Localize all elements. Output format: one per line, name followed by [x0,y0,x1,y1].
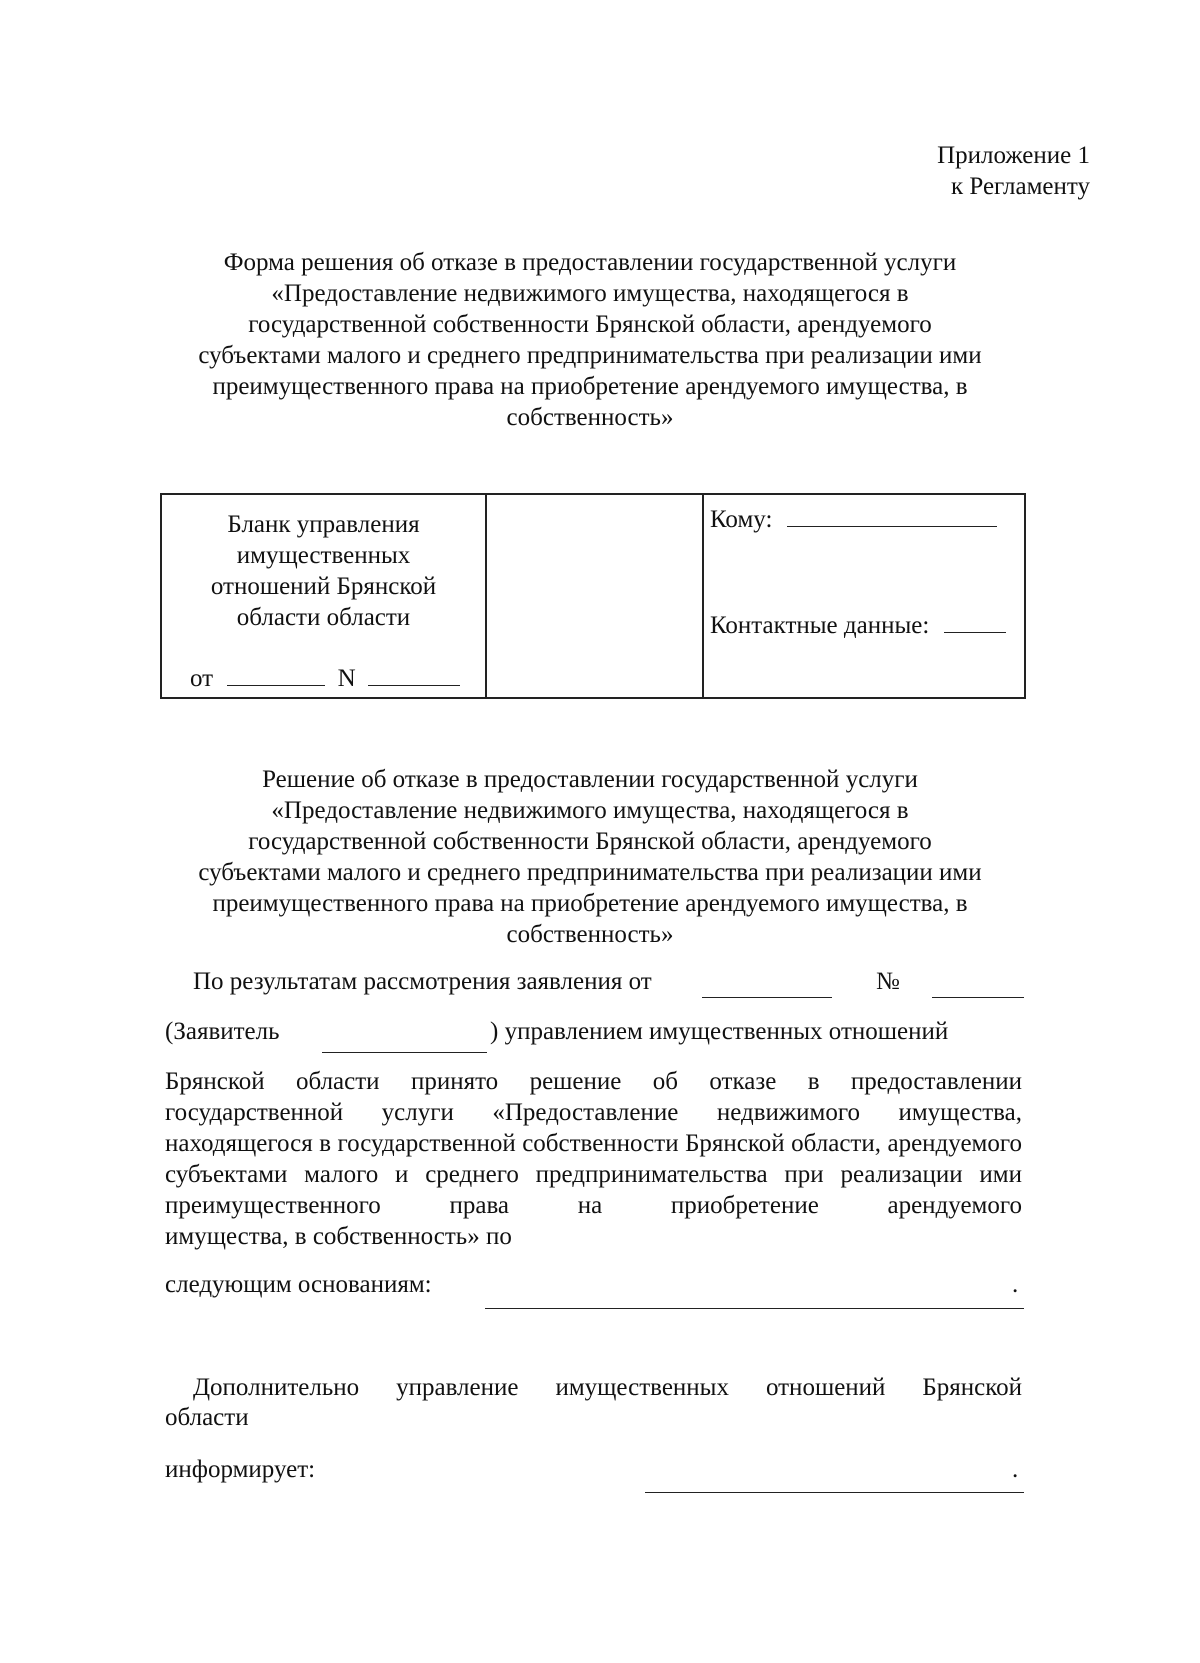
applicant-tail: ) управлением имущественных отношений [490,1018,949,1045]
contacts-label: Контактные данные: [710,612,930,639]
decision-title-line: преимущественного права на приобретение арендуемого имущества, в [212,890,968,917]
form-title-line: собственность» [506,404,674,431]
additional-line-2: области [165,1404,249,1431]
decision-title-line: Решение об отказе в предоставлении государственной услуги [262,766,918,793]
to-label: Кому: [710,506,773,533]
form-title-line: Форма решения об отказе в предоставлении государственной услуги [223,249,957,276]
letterhead-table [160,493,1026,699]
number-sign: № [876,968,900,995]
form-title [150,247,1030,433]
decision-title-line: субъектами малого и среднего предпринимательства при реализации ими [198,859,982,886]
appendix-number: Приложение 1 [937,142,1090,169]
from-label: от [190,665,214,692]
letterhead-blank-text [172,509,475,633]
application-number-field[interactable] [932,997,1024,998]
form-title-line: «Предоставление недвижимого имущества, находящегося в [271,280,909,307]
grounds-dot: . [1012,1271,1019,1298]
decision-paragraph-last-line: имущества, в собственность» по [165,1223,512,1250]
decision-title-line: собственность» [506,921,674,948]
date-number-row [190,665,460,693]
blank-line: отношений Брянской [210,573,437,600]
informs-dot: . [1012,1456,1019,1483]
decision-paragraph-text: Брянской области принято решение об отказе в предоставлении государственной услуги «Предоставление недвижимого имущества, находящегося в государственной собственности Брянской области, арендуемого субъектами малого и среднего предпринимательства при реализации ими преимущественного права на приобретение арендуемого [165,1068,1022,1219]
decision-paragraph [165,1066,1022,1252]
decision-title-line: «Предоставление недвижимого имущества, находящегося в [271,797,909,824]
form-title-line: государственной собственности Брянской области, арендуемого [248,311,932,338]
blank-line: имущественных [236,542,411,569]
informs-label: информирует: [165,1456,316,1483]
empty-cell [487,495,704,697]
decision-title-line: государственной собственности Брянской области, арендуемого [248,828,932,855]
recipient-cell [704,495,1024,697]
applicant-field[interactable] [322,1052,487,1053]
decision-title [150,764,1030,950]
informs-field[interactable] [645,1492,1024,1493]
letterhead-cell [162,495,487,697]
number-label: N [337,665,356,692]
date-field[interactable] [227,665,325,686]
applicant-label: (Заявитель [165,1018,280,1045]
additional-line-1: Дополнительно управление имущественных отношений Брянской [193,1374,1022,1401]
grounds-field[interactable] [485,1308,1024,1309]
to-row [710,505,997,535]
contacts-row [710,611,1006,641]
grounds-label: следующим основаниям: [165,1271,432,1298]
application-date-field[interactable] [702,997,832,998]
number-field[interactable] [368,665,460,686]
appendix-regulation: к Регламенту [950,173,1090,200]
blank-line: области области [236,604,411,631]
form-title-line: субъектами малого и среднего предпринимательства при реализации ими [198,342,982,369]
appendix-reference [937,140,1090,202]
form-title-line: преимущественного права на приобретение арендуемого имущества, в [212,373,968,400]
review-text: По результатам рассмотрения заявления от [193,968,652,995]
blank-line: Бланк управления [227,511,420,538]
to-field[interactable] [787,506,997,527]
contacts-field[interactable] [944,612,1006,633]
